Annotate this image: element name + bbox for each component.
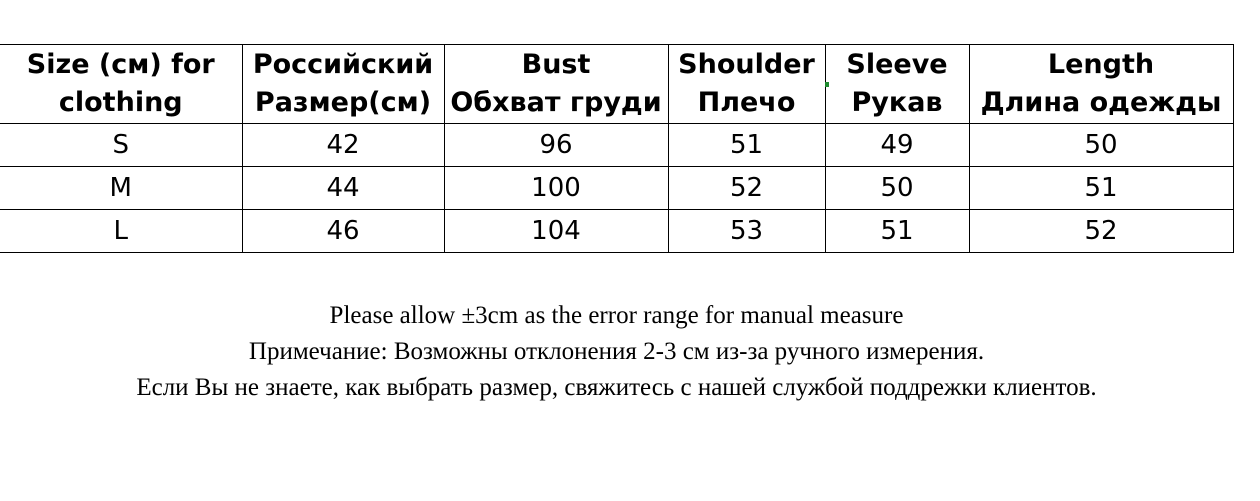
cell-sleeve: 50 [825, 167, 969, 210]
cell-size: L [0, 210, 242, 253]
cell-russian-size: 44 [242, 167, 444, 210]
measurement-notes [0, 298, 1233, 406]
cell-russian-size: 42 [242, 124, 444, 167]
cell-sleeve: 51 [825, 210, 969, 253]
header-length-line2: Длина одежды [980, 87, 1222, 118]
header-bust-line2: Обхват груди [450, 87, 662, 118]
cell-size: M [0, 167, 242, 210]
table-header-row [0, 45, 1233, 124]
cell-length: 52 [969, 210, 1233, 253]
cell-bust: 100 [444, 167, 668, 210]
header-russian-size-line1: Российский [252, 49, 434, 80]
size-chart-table [0, 44, 1234, 253]
table-row [0, 210, 1233, 253]
table-row [0, 124, 1233, 167]
cell-sleeve: 49 [825, 124, 969, 167]
header-length [969, 45, 1233, 124]
table-row [0, 167, 1233, 210]
cell-shoulder: 52 [668, 167, 825, 210]
header-shoulder [668, 45, 825, 124]
header-size-line2: clothing [58, 87, 183, 118]
header-sleeve-line2: Рукав [851, 87, 943, 118]
header-russian-size [242, 45, 444, 124]
cell-bust: 104 [444, 210, 668, 253]
header-shoulder-line2: Плечо [697, 87, 796, 118]
header-size [0, 45, 242, 124]
green-mark [825, 82, 829, 87]
cell-russian-size: 46 [242, 210, 444, 253]
header-sleeve-line1: Sleeve [846, 49, 948, 80]
header-bust-line1: Bust [521, 49, 591, 80]
cell-length: 51 [969, 167, 1233, 210]
header-russian-size-line2: Размер(см) [254, 87, 432, 118]
note-error-range-en: Please allow ±3cm as the error range for manual measure [329, 302, 904, 329]
note-error-range-ru: Примечание: Возможны отклонения 2-3 см из-за ручного измерения. [248, 338, 985, 365]
cell-bust: 96 [444, 124, 668, 167]
header-length-line1: Length [1047, 49, 1155, 80]
cell-length: 50 [969, 124, 1233, 167]
cell-size: S [0, 124, 242, 167]
header-size-line1: Size (см) for [26, 49, 215, 80]
cell-shoulder: 53 [668, 210, 825, 253]
header-bust [444, 45, 668, 124]
cell-shoulder: 51 [668, 124, 825, 167]
header-shoulder-line1: Shoulder [678, 49, 815, 80]
note-contact-support: Если Вы не знаете, как выбрать размер, свяжитесь с нашей службой поддрежки клиентов. [136, 374, 1097, 401]
header-sleeve [825, 45, 969, 124]
